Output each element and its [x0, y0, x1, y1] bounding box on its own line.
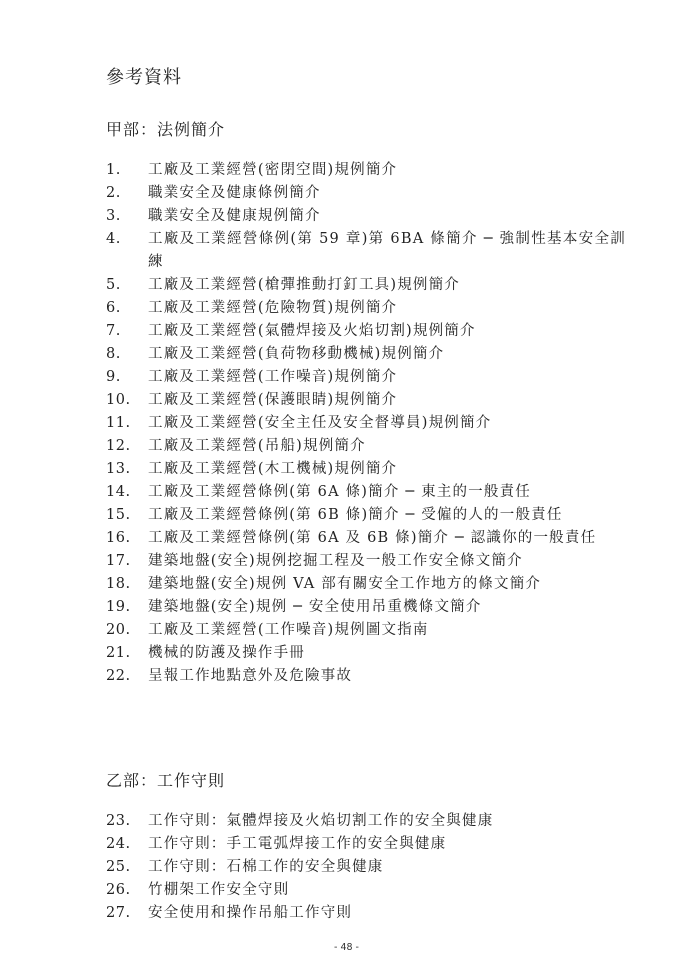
- item-number: 27.: [106, 905, 131, 921]
- item-text: 工作守則：石棉工作的安全與健康: [148, 859, 384, 875]
- item-text: 工廠及工業經營(安全主任及安全督導員)規例簡介: [148, 415, 492, 431]
- item-text: 工廠及工業經營(工作噪音)規例簡介: [148, 369, 398, 385]
- list-item: [106, 879, 626, 902]
- item-number: 24.: [106, 836, 131, 852]
- list-item: [106, 297, 626, 320]
- list-item: [106, 435, 626, 458]
- section-a-list: [106, 159, 626, 688]
- list-item: [106, 856, 626, 879]
- item-text: 工作守則：氣體焊接及火焰切割工作的安全與健康: [148, 813, 494, 829]
- list-item: [106, 389, 626, 412]
- section-b-heading: 乙部：工作守則: [106, 771, 226, 790]
- item-number: 22.: [106, 668, 131, 684]
- item-text: 建築地盤(安全)規例 VA 部有關安全工作地方的條文簡介: [148, 576, 542, 592]
- list-item: [106, 550, 626, 573]
- item-number: 21.: [106, 645, 131, 661]
- item-text: 工廠及工業經營條例(第 6A 條)簡介 ─ 東主的一般責任: [148, 484, 531, 500]
- item-text: 工廠及工業經營(氣體焊接及火焰切割)規例簡介: [148, 323, 476, 339]
- list-item: [106, 833, 626, 856]
- item-text: 工廠及工業經營(危險物質)規例簡介: [148, 300, 398, 316]
- item-number: 11.: [106, 415, 131, 431]
- item-text: 竹棚架工作安全守則: [148, 882, 290, 898]
- item-text: 建築地盤(安全)規例 ─ 安全使用吊重機條文簡介: [148, 599, 482, 615]
- list-item: [106, 412, 626, 435]
- list-item: [106, 205, 626, 228]
- list-item: [106, 481, 626, 504]
- item-text: 工作守則：手工電弧焊接工作的安全與健康: [148, 836, 447, 852]
- item-text: 工廠及工業經營(槍彈推動打釘工具)規例簡介: [148, 277, 461, 293]
- item-text: 工廠及工業經營條例(第 59 章)第 6BA 條簡介 ─ 強制性基本安全訓練: [148, 231, 626, 270]
- item-number: 9.: [106, 369, 121, 385]
- item-number: 4.: [106, 231, 121, 247]
- item-number: 26.: [106, 882, 131, 898]
- list-item: [106, 573, 626, 596]
- list-item: [106, 527, 626, 550]
- item-number: 17.: [106, 553, 131, 569]
- item-text: 安全使用和操作吊船工作守則: [148, 905, 353, 921]
- item-number: 2.: [106, 185, 121, 201]
- list-item: [106, 642, 626, 665]
- section-a-heading: 甲部：法例簡介: [106, 120, 226, 139]
- list-item: [106, 366, 626, 389]
- item-text: 職業安全及健康條例簡介: [148, 185, 321, 201]
- list-item: [106, 665, 626, 688]
- item-text: 工廠及工業經營(密閉空間)規例簡介: [148, 162, 398, 178]
- item-number: 25.: [106, 859, 131, 875]
- item-text: 工廠及工業經營(木工機械)規例簡介: [148, 461, 398, 477]
- list-item: [106, 320, 626, 343]
- list-item: [106, 504, 626, 527]
- page-title: 參考資料: [106, 67, 182, 88]
- item-text: 工廠及工業經營條例(第 6A 及 6B 條)簡介 ─ 認識你的一般責任: [148, 530, 597, 546]
- item-text: 建築地盤(安全)規例挖掘工程及一般工作安全條文簡介: [148, 553, 523, 569]
- item-number: 5.: [106, 277, 121, 293]
- item-number: 18.: [106, 576, 131, 592]
- item-number: 7.: [106, 323, 121, 339]
- list-item: [106, 182, 626, 205]
- list-item: [106, 228, 626, 274]
- item-number: 6.: [106, 300, 121, 316]
- list-item: [106, 902, 626, 925]
- item-number: 1.: [106, 162, 121, 178]
- list-item: [106, 159, 626, 182]
- section-b-list: [106, 810, 626, 925]
- list-item: [106, 343, 626, 366]
- page-number: - 48 -: [334, 942, 359, 953]
- item-number: 16.: [106, 530, 131, 546]
- item-number: 20.: [106, 622, 131, 638]
- item-number: 8.: [106, 346, 121, 362]
- item-number: 15.: [106, 507, 131, 523]
- list-item: [106, 596, 626, 619]
- item-number: 13.: [106, 461, 131, 477]
- item-number: 23.: [106, 813, 131, 829]
- item-text: 工廠及工業經營(吊船)規例簡介: [148, 438, 366, 454]
- item-number: 10.: [106, 392, 131, 408]
- item-text: 呈報工作地點意外及危險事故: [148, 668, 353, 684]
- item-number: 12.: [106, 438, 131, 454]
- list-item: [106, 274, 626, 297]
- item-number: 19.: [106, 599, 131, 615]
- item-number: 14.: [106, 484, 131, 500]
- list-item: [106, 458, 626, 481]
- item-text: 工廠及工業經營(負荷物移動機械)規例簡介: [148, 346, 445, 362]
- item-text: 工廠及工業經營(保護眼睛)規例簡介: [148, 392, 398, 408]
- item-text: 工廠及工業經營(工作噪音)規例圖文指南: [148, 622, 429, 638]
- item-number: 3.: [106, 208, 121, 224]
- list-item: [106, 619, 626, 642]
- item-text: 機械的防護及操作手冊: [148, 645, 305, 661]
- item-text: 職業安全及健康規例簡介: [148, 208, 321, 224]
- list-item: [106, 810, 626, 833]
- item-text: 工廠及工業經營條例(第 6B 條)簡介 ─ 受僱的人的一般責任: [148, 507, 563, 523]
